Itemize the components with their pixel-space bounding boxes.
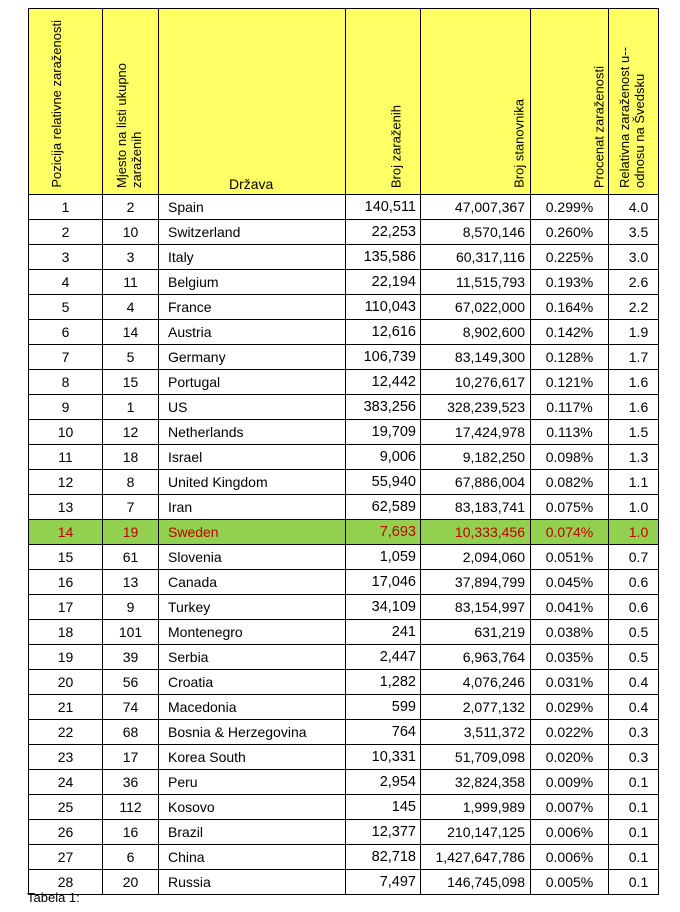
table-row <box>29 870 659 895</box>
cell-rank: 9 <box>29 395 103 420</box>
cell-place: 20 <box>103 870 159 895</box>
cell-population: 83,149,300 <box>421 345 531 370</box>
header-relative <box>609 9 659 195</box>
cell-rank: 11 <box>29 445 103 470</box>
table-row <box>29 620 659 645</box>
cell-population: 2,094,060 <box>421 545 531 570</box>
cell-place: 13 <box>103 570 159 595</box>
cell-percent: 0.006% <box>531 820 609 845</box>
cell-relative: 0.3 <box>609 745 659 770</box>
cell-country: Serbia <box>159 645 346 670</box>
cell-population: 67,886,004 <box>421 470 531 495</box>
cell-percent: 0.035% <box>531 645 609 670</box>
cell-country: Canada <box>159 570 346 595</box>
cell-relative: 0.1 <box>609 795 659 820</box>
cell-cases: 383,256 <box>346 395 421 420</box>
cell-rank: 22 <box>29 720 103 745</box>
cell-place: 68 <box>103 720 159 745</box>
cell-cases: 764 <box>346 720 421 745</box>
cell-relative: 0.1 <box>609 845 659 870</box>
cell-place: 101 <box>103 620 159 645</box>
cell-percent: 0.225% <box>531 245 609 270</box>
cell-country: Slovenia <box>159 545 346 570</box>
cell-relative: 1.9 <box>609 320 659 345</box>
cell-cases: 62,589 <box>346 495 421 520</box>
cell-place: 14 <box>103 320 159 345</box>
cell-place: 11 <box>103 270 159 295</box>
cell-rank: 21 <box>29 695 103 720</box>
table-row <box>29 495 659 520</box>
cell-relative: 1.5 <box>609 420 659 445</box>
cell-country: Peru <box>159 770 346 795</box>
cell-country: Belgium <box>159 270 346 295</box>
cell-country: Israel <box>159 445 346 470</box>
cell-place: 17 <box>103 745 159 770</box>
cell-place: 8 <box>103 470 159 495</box>
cell-country: Korea South <box>159 745 346 770</box>
cell-rank: 17 <box>29 595 103 620</box>
header-population-label: Broj stanovnika <box>511 99 527 188</box>
table-row <box>29 320 659 345</box>
cell-place: 112 <box>103 795 159 820</box>
cell-rank: 19 <box>29 645 103 670</box>
cell-cases: 140,511 <box>346 195 421 220</box>
cell-population: 6,963,764 <box>421 645 531 670</box>
table-row <box>29 720 659 745</box>
cell-rank: 12 <box>29 470 103 495</box>
table-row <box>29 420 659 445</box>
table-row <box>29 395 659 420</box>
table-row <box>29 345 659 370</box>
cell-relative: 1.6 <box>609 395 659 420</box>
cell-rank: 8 <box>29 370 103 395</box>
table-row <box>29 270 659 295</box>
cell-country: Italy <box>159 245 346 270</box>
header-rank <box>29 9 103 195</box>
cell-cases: 12,442 <box>346 370 421 395</box>
cell-cases: 1,282 <box>346 670 421 695</box>
cell-country: China <box>159 845 346 870</box>
cell-cases: 12,616 <box>346 320 421 345</box>
cell-place: 9 <box>103 595 159 620</box>
cell-place: 1 <box>103 395 159 420</box>
cell-percent: 0.121% <box>531 370 609 395</box>
header-country: Država <box>159 9 346 195</box>
cell-percent: 0.009% <box>531 770 609 795</box>
cell-population: 47,007,367 <box>421 195 531 220</box>
cell-cases: 22,194 <box>346 270 421 295</box>
cell-cases: 599 <box>346 695 421 720</box>
cell-population: 37,894,799 <box>421 570 531 595</box>
cell-place: 36 <box>103 770 159 795</box>
cell-population: 10,333,456 <box>421 520 531 545</box>
cell-cases: 22,253 <box>346 220 421 245</box>
table-row <box>29 545 659 570</box>
cell-population: 11,515,793 <box>421 270 531 295</box>
cell-rank: 6 <box>29 320 103 345</box>
cell-rank: 5 <box>29 295 103 320</box>
cell-country: Iran <box>159 495 346 520</box>
cell-percent: 0.142% <box>531 320 609 345</box>
table-row <box>29 695 659 720</box>
table-header <box>29 9 659 195</box>
cell-country: Austria <box>159 320 346 345</box>
table-row <box>29 595 659 620</box>
cell-percent: 0.031% <box>531 670 609 695</box>
cell-country: France <box>159 295 346 320</box>
cell-relative: 1.1 <box>609 470 659 495</box>
header-cases-label: Broj zaraženih <box>388 104 404 188</box>
cell-cases: 34,109 <box>346 595 421 620</box>
cell-country: Sweden <box>159 520 346 545</box>
cell-population: 83,183,741 <box>421 495 531 520</box>
cell-place: 6 <box>103 845 159 870</box>
cell-relative: 2.2 <box>609 295 659 320</box>
cell-population: 32,824,358 <box>421 770 531 795</box>
cell-cases: 7,693 <box>346 520 421 545</box>
cell-rank: 20 <box>29 670 103 695</box>
cell-population: 51,709,098 <box>421 745 531 770</box>
cell-rank: 14 <box>29 520 103 545</box>
infection-table <box>28 8 659 895</box>
cell-population: 2,077,132 <box>421 695 531 720</box>
cell-country: Brazil <box>159 820 346 845</box>
table-row <box>29 195 659 220</box>
cell-relative: 0.3 <box>609 720 659 745</box>
cell-percent: 0.006% <box>531 845 609 870</box>
cell-percent: 0.117% <box>531 395 609 420</box>
cell-percent: 0.074% <box>531 520 609 545</box>
cell-percent: 0.041% <box>531 595 609 620</box>
cell-rank: 2 <box>29 220 103 245</box>
cell-rank: 16 <box>29 570 103 595</box>
cell-relative: 0.1 <box>609 870 659 895</box>
cell-rank: 28 <box>29 870 103 895</box>
cell-place: 7 <box>103 495 159 520</box>
table-caption: Tabela 1: <box>27 890 80 905</box>
table-row <box>29 370 659 395</box>
cell-cases: 17,046 <box>346 570 421 595</box>
table-row <box>29 770 659 795</box>
cell-population: 9,182,250 <box>421 445 531 470</box>
header-place-label: Mjesto na listi ukupno zaraženih <box>113 62 144 188</box>
cell-place: 39 <box>103 645 159 670</box>
cell-cases: 110,043 <box>346 295 421 320</box>
header-population <box>421 9 531 195</box>
cell-place: 5 <box>103 345 159 370</box>
cell-percent: 0.005% <box>531 870 609 895</box>
cell-place: 19 <box>103 520 159 545</box>
header-relative-label: Relativna zaraženost u-- odnosu na Švedsku <box>616 47 647 188</box>
cell-country: Switzerland <box>159 220 346 245</box>
cell-relative: 0.5 <box>609 645 659 670</box>
cell-relative: 0.6 <box>609 595 659 620</box>
cell-place: 15 <box>103 370 159 395</box>
header-rank-label: Pozicija relativne zaraženosti <box>48 20 64 188</box>
cell-percent: 0.045% <box>531 570 609 595</box>
table-row <box>29 295 659 320</box>
cell-cases: 82,718 <box>346 845 421 870</box>
table-body <box>29 195 659 895</box>
cell-percent: 0.082% <box>531 470 609 495</box>
table-row <box>29 220 659 245</box>
cell-relative: 0.4 <box>609 670 659 695</box>
cell-relative: 0.1 <box>609 820 659 845</box>
cell-place: 2 <box>103 195 159 220</box>
cell-cases: 9,006 <box>346 445 421 470</box>
header-place <box>103 9 159 195</box>
cell-country: Bosnia & Herzegovina <box>159 720 346 745</box>
cell-place: 74 <box>103 695 159 720</box>
cell-cases: 2,954 <box>346 770 421 795</box>
cell-cases: 7,497 <box>346 870 421 895</box>
cell-percent: 0.260% <box>531 220 609 245</box>
infection-table-wrapper <box>28 8 659 895</box>
cell-population: 67,022,000 <box>421 295 531 320</box>
cell-country: US <box>159 395 346 420</box>
table-row <box>29 245 659 270</box>
cell-population: 8,570,146 <box>421 220 531 245</box>
cell-cases: 2,447 <box>346 645 421 670</box>
cell-cases: 12,377 <box>346 820 421 845</box>
cell-rank: 7 <box>29 345 103 370</box>
cell-population: 17,424,978 <box>421 420 531 445</box>
cell-country: Turkey <box>159 595 346 620</box>
cell-population: 1,427,647,786 <box>421 845 531 870</box>
cell-rank: 15 <box>29 545 103 570</box>
cell-percent: 0.051% <box>531 545 609 570</box>
table-row <box>29 795 659 820</box>
cell-cases: 10,331 <box>346 745 421 770</box>
table-row <box>29 845 659 870</box>
cell-place: 10 <box>103 220 159 245</box>
cell-population: 631,219 <box>421 620 531 645</box>
cell-relative: 1.0 <box>609 495 659 520</box>
cell-cases: 19,709 <box>346 420 421 445</box>
header-row <box>29 9 659 195</box>
cell-percent: 0.113% <box>531 420 609 445</box>
cell-percent: 0.020% <box>531 745 609 770</box>
cell-rank: 18 <box>29 620 103 645</box>
cell-population: 83,154,997 <box>421 595 531 620</box>
cell-cases: 55,940 <box>346 470 421 495</box>
cell-place: 4 <box>103 295 159 320</box>
cell-rank: 26 <box>29 820 103 845</box>
cell-country: Portugal <box>159 370 346 395</box>
cell-relative: 1.6 <box>609 370 659 395</box>
cell-population: 328,239,523 <box>421 395 531 420</box>
cell-relative: 3.0 <box>609 245 659 270</box>
cell-relative: 4.0 <box>609 195 659 220</box>
table-row <box>29 645 659 670</box>
cell-country: Croatia <box>159 670 346 695</box>
cell-country: Germany <box>159 345 346 370</box>
cell-rank: 24 <box>29 770 103 795</box>
cell-country: United Kingdom <box>159 470 346 495</box>
cell-rank: 27 <box>29 845 103 870</box>
cell-place: 12 <box>103 420 159 445</box>
cell-place: 16 <box>103 820 159 845</box>
cell-place: 18 <box>103 445 159 470</box>
cell-percent: 0.038% <box>531 620 609 645</box>
cell-relative: 1.0 <box>609 520 659 545</box>
header-percent-label: Procenat zaraženosti <box>591 65 607 188</box>
cell-percent: 0.022% <box>531 720 609 745</box>
cell-relative: 1.3 <box>609 445 659 470</box>
table-row <box>29 745 659 770</box>
cell-place: 56 <box>103 670 159 695</box>
cell-rank: 1 <box>29 195 103 220</box>
cell-percent: 0.075% <box>531 495 609 520</box>
cell-rank: 23 <box>29 745 103 770</box>
cell-relative: 0.6 <box>609 570 659 595</box>
cell-population: 10,276,617 <box>421 370 531 395</box>
cell-percent: 0.029% <box>531 695 609 720</box>
cell-percent: 0.164% <box>531 295 609 320</box>
table-row <box>29 470 659 495</box>
cell-country: Spain <box>159 195 346 220</box>
cell-relative: 2.6 <box>609 270 659 295</box>
cell-percent: 0.098% <box>531 445 609 470</box>
cell-population: 4,076,246 <box>421 670 531 695</box>
cell-relative: 1.7 <box>609 345 659 370</box>
cell-country: Russia <box>159 870 346 895</box>
cell-relative: 0.4 <box>609 695 659 720</box>
cell-rank: 25 <box>29 795 103 820</box>
cell-rank: 4 <box>29 270 103 295</box>
cell-relative: 0.5 <box>609 620 659 645</box>
cell-rank: 3 <box>29 245 103 270</box>
cell-percent: 0.299% <box>531 195 609 220</box>
cell-percent: 0.128% <box>531 345 609 370</box>
cell-relative: 0.7 <box>609 545 659 570</box>
cell-country: Macedonia <box>159 695 346 720</box>
cell-percent: 0.193% <box>531 270 609 295</box>
header-cases <box>346 9 421 195</box>
cell-country: Kosovo <box>159 795 346 820</box>
cell-relative: 3.5 <box>609 220 659 245</box>
cell-relative: 0.1 <box>609 770 659 795</box>
table-row <box>29 445 659 470</box>
cell-country: Netherlands <box>159 420 346 445</box>
cell-cases: 1,059 <box>346 545 421 570</box>
cell-cases: 106,739 <box>346 345 421 370</box>
cell-country: Montenegro <box>159 620 346 645</box>
cell-population: 8,902,600 <box>421 320 531 345</box>
cell-population: 3,511,372 <box>421 720 531 745</box>
header-percent <box>531 9 609 195</box>
cell-cases: 145 <box>346 795 421 820</box>
table-row <box>29 820 659 845</box>
cell-rank: 13 <box>29 495 103 520</box>
cell-population: 1,999,989 <box>421 795 531 820</box>
cell-cases: 241 <box>346 620 421 645</box>
table-row <box>29 570 659 595</box>
cell-rank: 10 <box>29 420 103 445</box>
cell-population: 210,147,125 <box>421 820 531 845</box>
cell-percent: 0.007% <box>531 795 609 820</box>
table-row <box>29 520 659 545</box>
cell-place: 3 <box>103 245 159 270</box>
cell-population: 146,745,098 <box>421 870 531 895</box>
table-row <box>29 670 659 695</box>
cell-population: 60,317,116 <box>421 245 531 270</box>
cell-cases: 135,586 <box>346 245 421 270</box>
cell-place: 61 <box>103 545 159 570</box>
